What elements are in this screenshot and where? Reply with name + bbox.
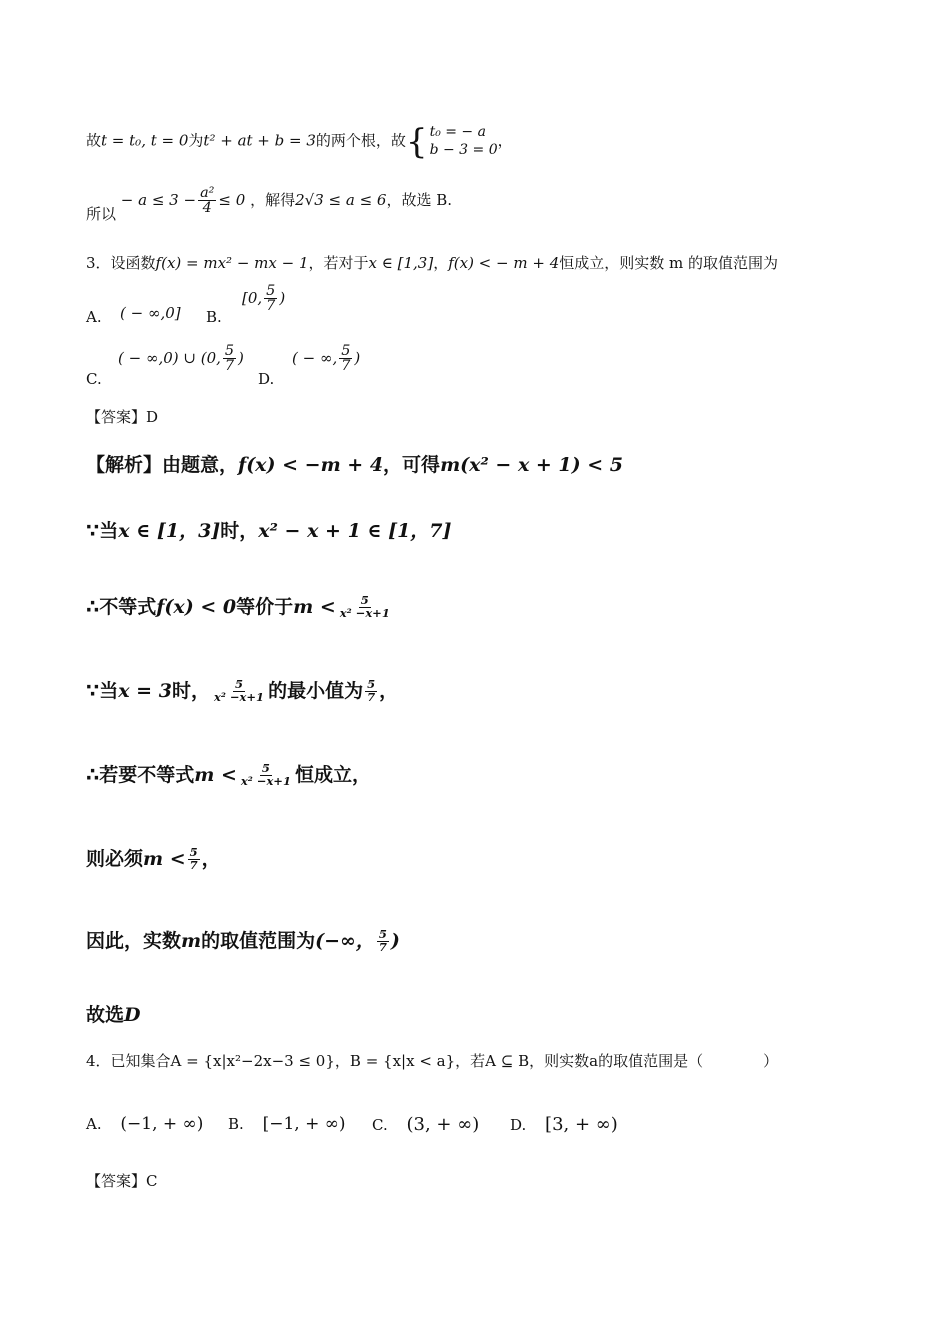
math-expr: − a ≤ 3 − (120, 190, 197, 209)
option-value: (3, + ∞) (406, 1114, 480, 1135)
math-expr: [0, (242, 288, 263, 307)
analysis-line-3 (86, 592, 394, 620)
math-expr: ( − ∞, (292, 348, 338, 367)
math-expr: m (181, 930, 202, 952)
text: ，解得 (250, 190, 296, 209)
numerator: 5 (378, 927, 387, 942)
text: ，若 (455, 1052, 486, 1070)
text: 4．已知集合 (86, 1052, 171, 1070)
math-expr: ( − ∞,0) ∪ (0, (118, 348, 221, 367)
option-label: D. (258, 370, 275, 388)
q4-option-a (86, 1114, 203, 1134)
q4-option-d (510, 1114, 618, 1135)
option-label: A. (86, 1115, 102, 1133)
denominator: 4 (202, 200, 212, 217)
text: ， (379, 680, 399, 702)
fraction (339, 344, 352, 374)
question-3 (86, 252, 778, 273)
text: ，则实数a的取值范围是（ ） (529, 1052, 779, 1070)
numerator: 5 (189, 845, 198, 860)
option-a (86, 308, 102, 326)
analysis-line-7 (86, 926, 400, 954)
math-expr: t² + at + b = 3 (203, 131, 316, 150)
math-expr: (−∞， (315, 930, 375, 952)
text: ， (201, 848, 221, 870)
text: ∴若要不等式 (86, 764, 195, 786)
option-d-value (292, 344, 360, 374)
math-expr: ) (238, 348, 244, 367)
math-expr: m < (194, 764, 237, 786)
numerator: 5 (261, 761, 270, 776)
math-expr: x² − x + 1 ∈ [1，7] (258, 520, 452, 542)
math-expr: f(x) = mx² − mx − 1 (155, 254, 309, 272)
text: 恒成立，则实数 m 的取值范围为 (559, 254, 778, 272)
option-label: C. (372, 1116, 388, 1134)
denominator: 7 (378, 940, 387, 954)
math-expr: A = {x|x²−2x−3 ≤ 0} (170, 1052, 335, 1070)
text: 为 (188, 131, 204, 150)
equation-system: { t₀ = − a b − 3 = 0 (405, 121, 498, 162)
option-label: B. (228, 1115, 244, 1133)
denominator: 7 (341, 358, 351, 375)
text: ， (433, 254, 449, 272)
option-label: D. (510, 1116, 527, 1134)
math-expr: t = t₀, t = 0 (101, 131, 189, 150)
denominator: x² −x+1 (339, 606, 390, 620)
option-b-value (242, 284, 285, 314)
text: ， (497, 131, 513, 150)
text: 时， (220, 520, 259, 542)
math-expr: m < (293, 596, 336, 618)
analysis-line-6 (86, 844, 221, 872)
text: 3．设函数 (86, 254, 156, 272)
text: ，若对于 (308, 254, 369, 272)
text: 的取值范围为 (201, 930, 316, 952)
text: ，故选 B. (386, 190, 453, 209)
math-expr: f(x) < −m + 4 (238, 454, 384, 476)
text: 恒成立， (294, 764, 371, 786)
math-expr: D (124, 1004, 141, 1026)
math-expr: ) (354, 348, 361, 367)
denominator: 7 (189, 858, 198, 872)
analysis-line-1 (86, 450, 623, 477)
text: 故 (86, 131, 102, 150)
analysis-line-2 (86, 516, 452, 543)
math-expr: m(x² − x + 1) < 5 (440, 454, 624, 476)
numerator: 5 (367, 677, 376, 692)
option-c-value (118, 344, 244, 374)
option-value: [−1, + ∞) (262, 1114, 346, 1134)
option-c (86, 370, 102, 388)
text: 因此，实数 (86, 930, 182, 952)
system-row: b − 3 = 0 (429, 141, 498, 158)
denominator: 7 (266, 298, 276, 315)
option-label: A. (86, 308, 102, 326)
fraction (365, 679, 377, 703)
text: 【解析】由题意， (86, 454, 239, 476)
solution-line-inequality (86, 186, 452, 224)
answer-q3: 【答案】D (86, 408, 159, 426)
denominator: x² −x+1 (213, 690, 265, 704)
math-expr: f(x) < − m + 4 (448, 254, 560, 272)
option-label: C. (86, 370, 102, 388)
numerator: a² (200, 185, 215, 201)
text: ∴不等式 (86, 596, 157, 618)
text: 等价于 (236, 596, 294, 618)
denominator: 7 (224, 358, 235, 375)
option-d (258, 370, 274, 388)
math-expr: m < (143, 848, 186, 870)
option-a-value: ( − ∞,0] (120, 304, 181, 322)
option-label: B. (206, 308, 222, 326)
text: ，可得 (383, 454, 441, 476)
text: ∵当 (86, 680, 119, 702)
solution-line-roots (86, 121, 513, 162)
text: 所以 (86, 204, 117, 223)
fraction (239, 763, 293, 787)
q4-option-b (228, 1114, 346, 1134)
analysis-line-8 (86, 1000, 141, 1027)
q4-option-c (372, 1114, 479, 1135)
numerator: 5 (341, 343, 351, 359)
math-expr: 2√3 ≤ a ≤ 6 (295, 190, 387, 209)
analysis-line-5 (86, 760, 371, 788)
fraction (264, 284, 277, 314)
analysis-line-4 (86, 676, 398, 704)
system-row: t₀ = − a (429, 124, 486, 140)
text: 则必须 (86, 848, 144, 870)
text: 故选 (86, 1004, 125, 1026)
fraction (198, 186, 216, 216)
math-expr: ≤ 0 (218, 190, 246, 209)
text: ∵当 (86, 520, 119, 542)
numerator: 5 (235, 677, 244, 692)
option-b (206, 308, 222, 326)
fraction (188, 847, 200, 871)
math-expr: ) (279, 288, 286, 307)
math-expr: A ⊆ B (485, 1052, 530, 1070)
option-value: (−1, + ∞) (120, 1114, 204, 1134)
math-expr: x ∈ [1，3] (118, 520, 221, 542)
fraction (338, 595, 392, 619)
math-expr: B = {x|x < a} (349, 1052, 456, 1070)
math-expr: x = 3 (118, 680, 172, 702)
numerator: 5 (360, 593, 369, 608)
text: 时， (171, 680, 210, 702)
denominator: x² −x+1 (240, 774, 291, 788)
fraction (223, 344, 236, 374)
math-expr: f(x) < 0 (156, 596, 237, 618)
text: 的最小值为 (268, 680, 364, 702)
question-4 (86, 1050, 778, 1071)
text: 的两个根，故 (315, 131, 406, 150)
denominator: 7 (367, 690, 376, 704)
numerator: 5 (266, 283, 276, 299)
fraction (377, 929, 389, 953)
fraction (212, 679, 266, 703)
numerator: 5 (224, 343, 235, 359)
answer-q4: 【答案】C (86, 1172, 158, 1190)
option-value: [3, + ∞) (545, 1114, 618, 1135)
math-expr: x ∈ [1,3] (368, 254, 434, 272)
math-expr: ) (390, 930, 400, 952)
text: ， (334, 1052, 350, 1070)
